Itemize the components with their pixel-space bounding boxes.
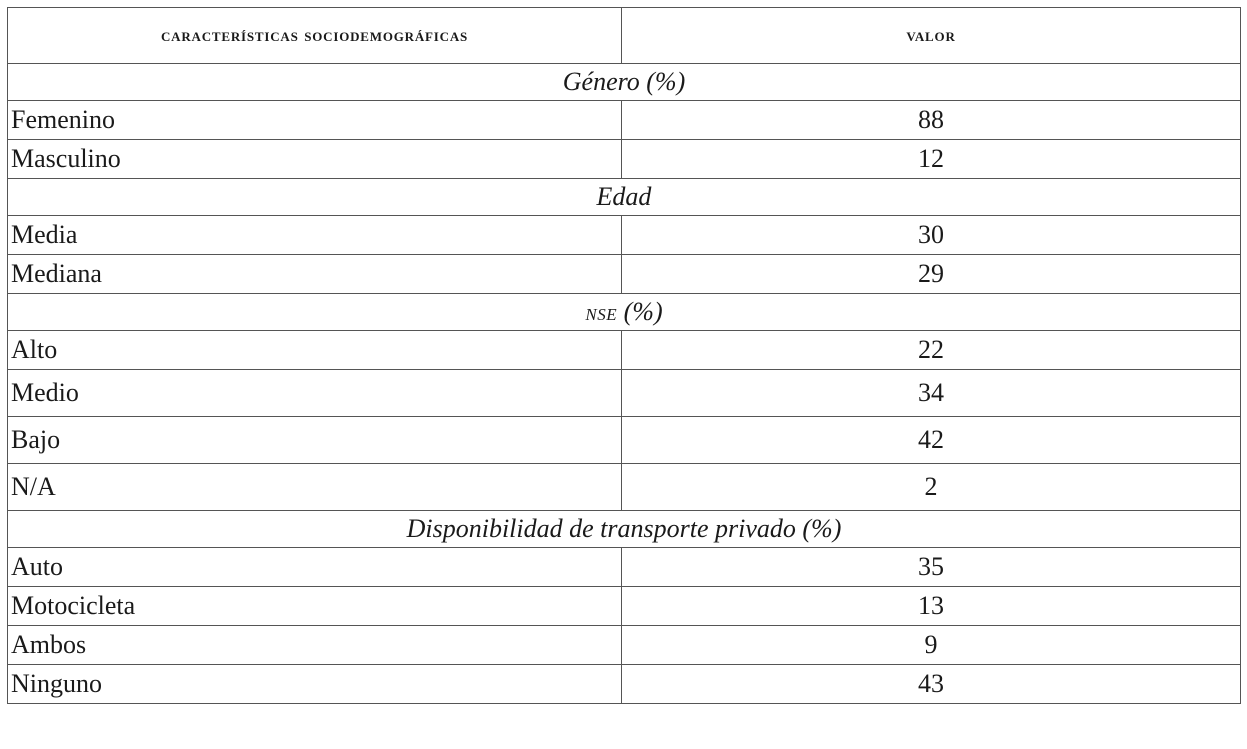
- row-label: Ninguno: [8, 665, 622, 704]
- table-row: [8, 665, 1241, 704]
- section-header-edad: [8, 179, 1241, 216]
- section-title: Género (%): [8, 64, 1241, 101]
- table-row: [8, 370, 1241, 417]
- row-label: Media: [8, 216, 622, 255]
- row-label: Medio: [8, 370, 622, 417]
- header-row: [8, 8, 1241, 64]
- row-value: 13: [622, 587, 1241, 626]
- row-label: Masculino: [8, 140, 622, 179]
- row-value: 43: [622, 665, 1241, 704]
- section-title-abbr: NSE: [585, 305, 618, 324]
- row-value: 88: [622, 101, 1241, 140]
- row-value: 42: [622, 417, 1241, 464]
- row-value: 30: [622, 216, 1241, 255]
- header-value: valor: [622, 8, 1241, 64]
- row-label: Alto: [8, 331, 622, 370]
- table-row: [8, 464, 1241, 511]
- table-row: [8, 548, 1241, 587]
- table-row: [8, 587, 1241, 626]
- row-label: Mediana: [8, 255, 622, 294]
- section-title: Disponibilidad de transporte privado (%): [8, 511, 1241, 548]
- row-label: Motocicleta: [8, 587, 622, 626]
- table-row: [8, 101, 1241, 140]
- table-row: [8, 331, 1241, 370]
- table-row: [8, 216, 1241, 255]
- sociodemographic-table: [7, 7, 1241, 704]
- row-label: N/A: [8, 464, 622, 511]
- header-characteristics: características sociodemográficas: [8, 8, 622, 64]
- row-value: 9: [622, 626, 1241, 665]
- table-row: [8, 417, 1241, 464]
- row-value: 34: [622, 370, 1241, 417]
- section-title: Edad: [8, 179, 1241, 216]
- section-title-suffix: (%): [617, 297, 663, 326]
- row-value: 29: [622, 255, 1241, 294]
- row-label: Auto: [8, 548, 622, 587]
- row-value: 22: [622, 331, 1241, 370]
- row-value: 2: [622, 464, 1241, 511]
- section-header-transporte: [8, 511, 1241, 548]
- row-value: 35: [622, 548, 1241, 587]
- section-header-nse: [8, 294, 1241, 331]
- row-value: 12: [622, 140, 1241, 179]
- row-label: Femenino: [8, 101, 622, 140]
- section-title: [8, 294, 1241, 331]
- table-row: [8, 140, 1241, 179]
- table-row: [8, 626, 1241, 665]
- section-header-genero: [8, 64, 1241, 101]
- row-label: Bajo: [8, 417, 622, 464]
- row-label: Ambos: [8, 626, 622, 665]
- table-row: [8, 255, 1241, 294]
